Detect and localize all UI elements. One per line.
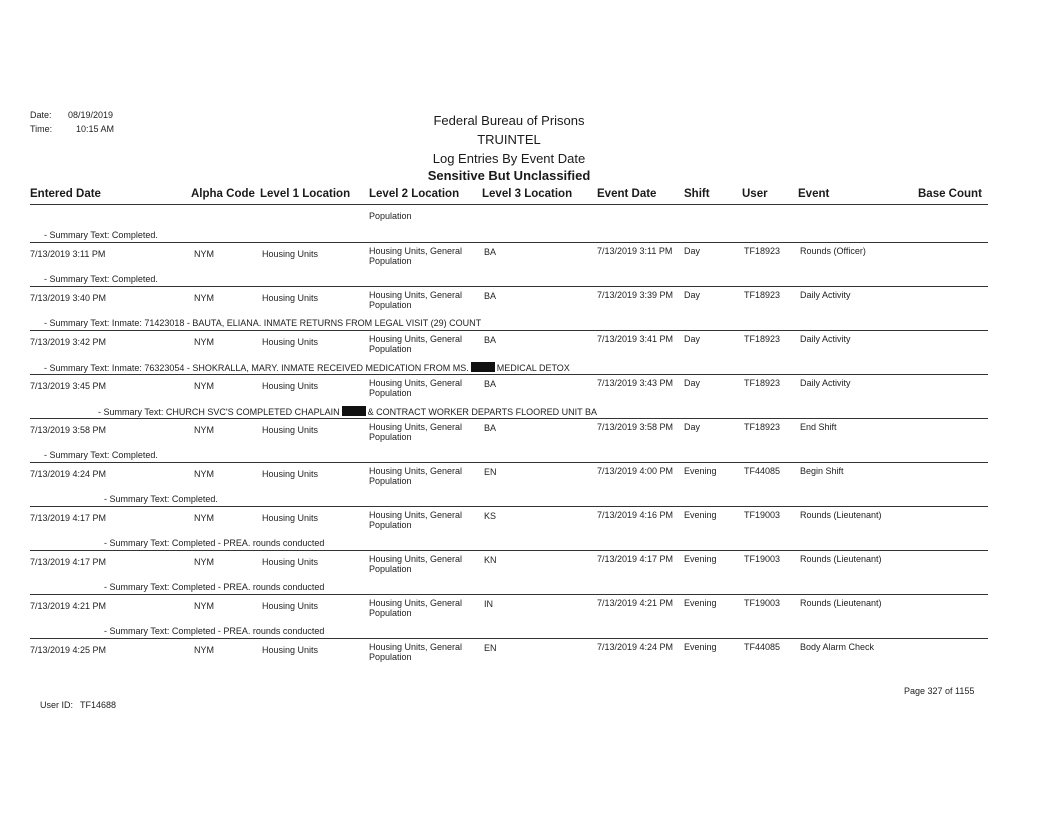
entered-date: 7/13/2019 4:21 PM [30,601,107,611]
level3-location: IN [484,599,493,609]
event-name: Daily Activity [800,290,851,300]
level2-location: Housing Units, General Population [369,246,463,266]
event-name: Rounds (Lieutenant) [800,510,882,520]
event-date: 7/13/2019 3:11 PM [597,246,673,256]
event-date: 7/13/2019 4:00 PM [597,466,674,476]
shift: Evening [684,510,717,520]
user-id: TF19003 [744,554,781,564]
level2-location: Housing Units, General Population [369,510,463,530]
summary-text [44,362,570,373]
alpha-code: NYM [194,557,214,567]
shift: Day [684,290,701,300]
user-id: TF18923 [744,334,781,344]
col-shift: Shift [684,188,710,200]
summary-text: - Summary Text: Completed. [44,274,158,284]
col-event: Event [798,188,830,200]
level1-location: Housing Units [262,513,319,523]
summary-text [98,406,597,417]
entered-date: 7/13/2019 3:45 PM [30,381,107,391]
event-date: 7/13/2019 3:39 PM [597,290,674,300]
col-level3: Level 3 Location [482,188,573,200]
alpha-code: NYM [194,293,214,303]
level3-location: BA [484,379,497,389]
header-rule [30,204,988,205]
level1-location: Housing Units [262,249,319,259]
col-base-count: Base Count [918,188,982,200]
shift: Day [684,246,701,256]
event-name: Rounds (Lieutenant) [800,598,882,608]
summary-text: - Summary Text: Completed. [44,450,158,460]
row-rule [30,506,988,507]
level2-location: Housing Units, General Population [369,378,463,398]
user-id: TF18923 [744,378,781,388]
redaction-block [342,406,366,416]
user-id: TF44085 [744,642,781,652]
event-name: Body Alarm Check [800,642,875,652]
shift: Day [684,422,701,432]
event-date: 7/13/2019 4:16 PM [597,510,674,520]
level1-location: Housing Units [262,469,319,479]
summary-text-before: - Summary Text: Inmate: 76323054 - SHOKRALLA, MARY. INMATE RECEIVED MEDICATION FROM MS. [44,363,469,373]
col-entered-date: Entered Date [30,188,101,200]
event-name: End Shift [800,422,837,432]
level2-location: Housing Units, General Population [369,598,463,618]
alpha-code: NYM [194,249,214,259]
level3-location: BA [484,335,497,345]
row-rule [30,242,988,243]
event-name: Begin Shift [800,466,844,476]
event-date: 7/13/2019 4:24 PM [597,642,674,652]
event-name: Rounds (Officer) [800,246,866,256]
col-level2: Level 2 Location [369,188,460,200]
level1-location: Housing Units [262,601,319,611]
summary-text-before: - Summary Text: CHURCH SVC'S COMPLETED CHAPLAIN [98,407,340,417]
shift: Evening [684,598,717,608]
row-rule [30,286,988,287]
alpha-code: NYM [194,381,214,391]
level2-location: Housing Units, General Population [369,290,463,310]
level2-location: Housing Units, General Population [369,642,463,662]
event-date: 7/13/2019 4:21 PM [597,598,674,608]
alpha-code: NYM [194,513,214,523]
event-date: 7/13/2019 4:17 PM [597,554,674,564]
summary-text-after: MEDICAL DETOX [496,363,570,373]
entered-date: 7/13/2019 3:42 PM [30,337,107,347]
footer-user-id-value: TF14688 [80,700,117,710]
level1-location: Housing Units [262,557,319,567]
user-id: TF18923 [744,422,781,432]
level2-location: Housing Units, General Population [369,554,463,574]
level1-location: Housing Units [262,381,319,391]
level2-location: Housing Units, General Population [369,422,463,442]
level2-location: Housing Units, General Population [369,334,463,354]
level1-location: Housing Units [262,293,319,303]
entered-date: 7/13/2019 3:58 PM [30,425,107,435]
date-value: 08/19/2019 [68,110,114,120]
col-event-date: Event Date [597,188,657,200]
row-rule [30,330,988,331]
level3-location: KS [484,511,497,521]
entered-date: 7/13/2019 4:17 PM [30,557,107,567]
classification-title: Sensitive But Unclassified [427,168,591,183]
summary-text: - Summary Text: Completed - PREA. rounds conducted [104,582,325,592]
agency-title: Federal Bureau of Prisons [433,113,585,128]
level3-location: EN [484,467,497,477]
date-label: Date: [30,110,52,120]
level1-location: Housing Units [262,337,319,347]
user-id: TF18923 [744,246,781,256]
row-rule [30,594,988,595]
user-id: TF44085 [744,466,781,476]
alpha-code: NYM [194,469,214,479]
row-rule [30,550,988,551]
event-name: Daily Activity [800,334,851,344]
col-user: User [742,188,768,200]
event-date: 7/13/2019 3:41 PM [597,334,674,344]
level2-location: Housing Units, General Population [369,466,463,486]
row-rule [30,374,988,375]
alpha-code: NYM [194,645,214,655]
alpha-code: NYM [194,601,214,611]
summary-text: - Summary Text: Completed - PREA. rounds conducted [104,538,325,548]
event-name: Rounds (Lieutenant) [800,554,882,564]
event-name: Daily Activity [800,378,851,388]
time-value: 10:15 AM [76,124,115,134]
level1-location: Housing Units [262,425,319,435]
level3-location: BA [484,247,497,257]
shift: Day [684,378,701,388]
summary-text: - Summary Text: Completed. [104,494,218,504]
user-id: TF19003 [744,510,781,520]
row-rule [30,418,988,419]
entered-date: 7/13/2019 3:40 PM [30,293,107,303]
page-number: Page 327 of 1155 [904,686,975,696]
shift: Evening [684,466,717,476]
entered-date: 7/13/2019 3:11 PM [30,249,106,259]
time-label: Time: [30,124,53,134]
level3-location: KN [484,555,497,565]
level1-location: Housing Units [262,645,319,655]
summary-text: - Summary Text: Inmate: 71423018 - BAUTA, ELIANA. INMATE RETURNS FROM LEGAL VISIT (29) COUNT [44,318,482,328]
level3-location: EN [484,643,497,653]
shift: Evening [684,554,717,564]
summary-text-after: & CONTRACT WORKER DEPARTS FLOORED UNIT BA [367,407,597,417]
report-title: Log Entries By Event Date [432,151,586,166]
entered-date: 7/13/2019 4:25 PM [30,645,107,655]
event-date: 7/13/2019 3:43 PM [597,378,674,388]
redaction-block [471,362,495,372]
shift: Evening [684,642,717,652]
shift: Day [684,334,701,344]
col-alpha-code: Alpha Code [191,188,255,200]
alpha-code: NYM [194,337,214,347]
user-id: TF19003 [744,598,781,608]
row-rule [30,638,988,639]
summary-text: - Summary Text: Completed. [44,230,158,240]
footer-user-id-label: User ID: [40,700,74,710]
row-rule [30,462,988,463]
entered-date: 7/13/2019 4:24 PM [30,469,107,479]
event-date: 7/13/2019 3:58 PM [597,422,674,432]
system-title: TRUINTEL [477,132,541,147]
col-level1: Level 1 Location [260,188,351,200]
user-id: TF18923 [744,290,781,300]
summary-text: - Summary Text: Completed - PREA. rounds conducted [104,626,325,636]
carryover-text: Population [369,211,412,221]
entered-date: 7/13/2019 4:17 PM [30,513,107,523]
alpha-code: NYM [194,425,214,435]
level3-location: BA [484,423,497,433]
level3-location: BA [484,291,497,301]
